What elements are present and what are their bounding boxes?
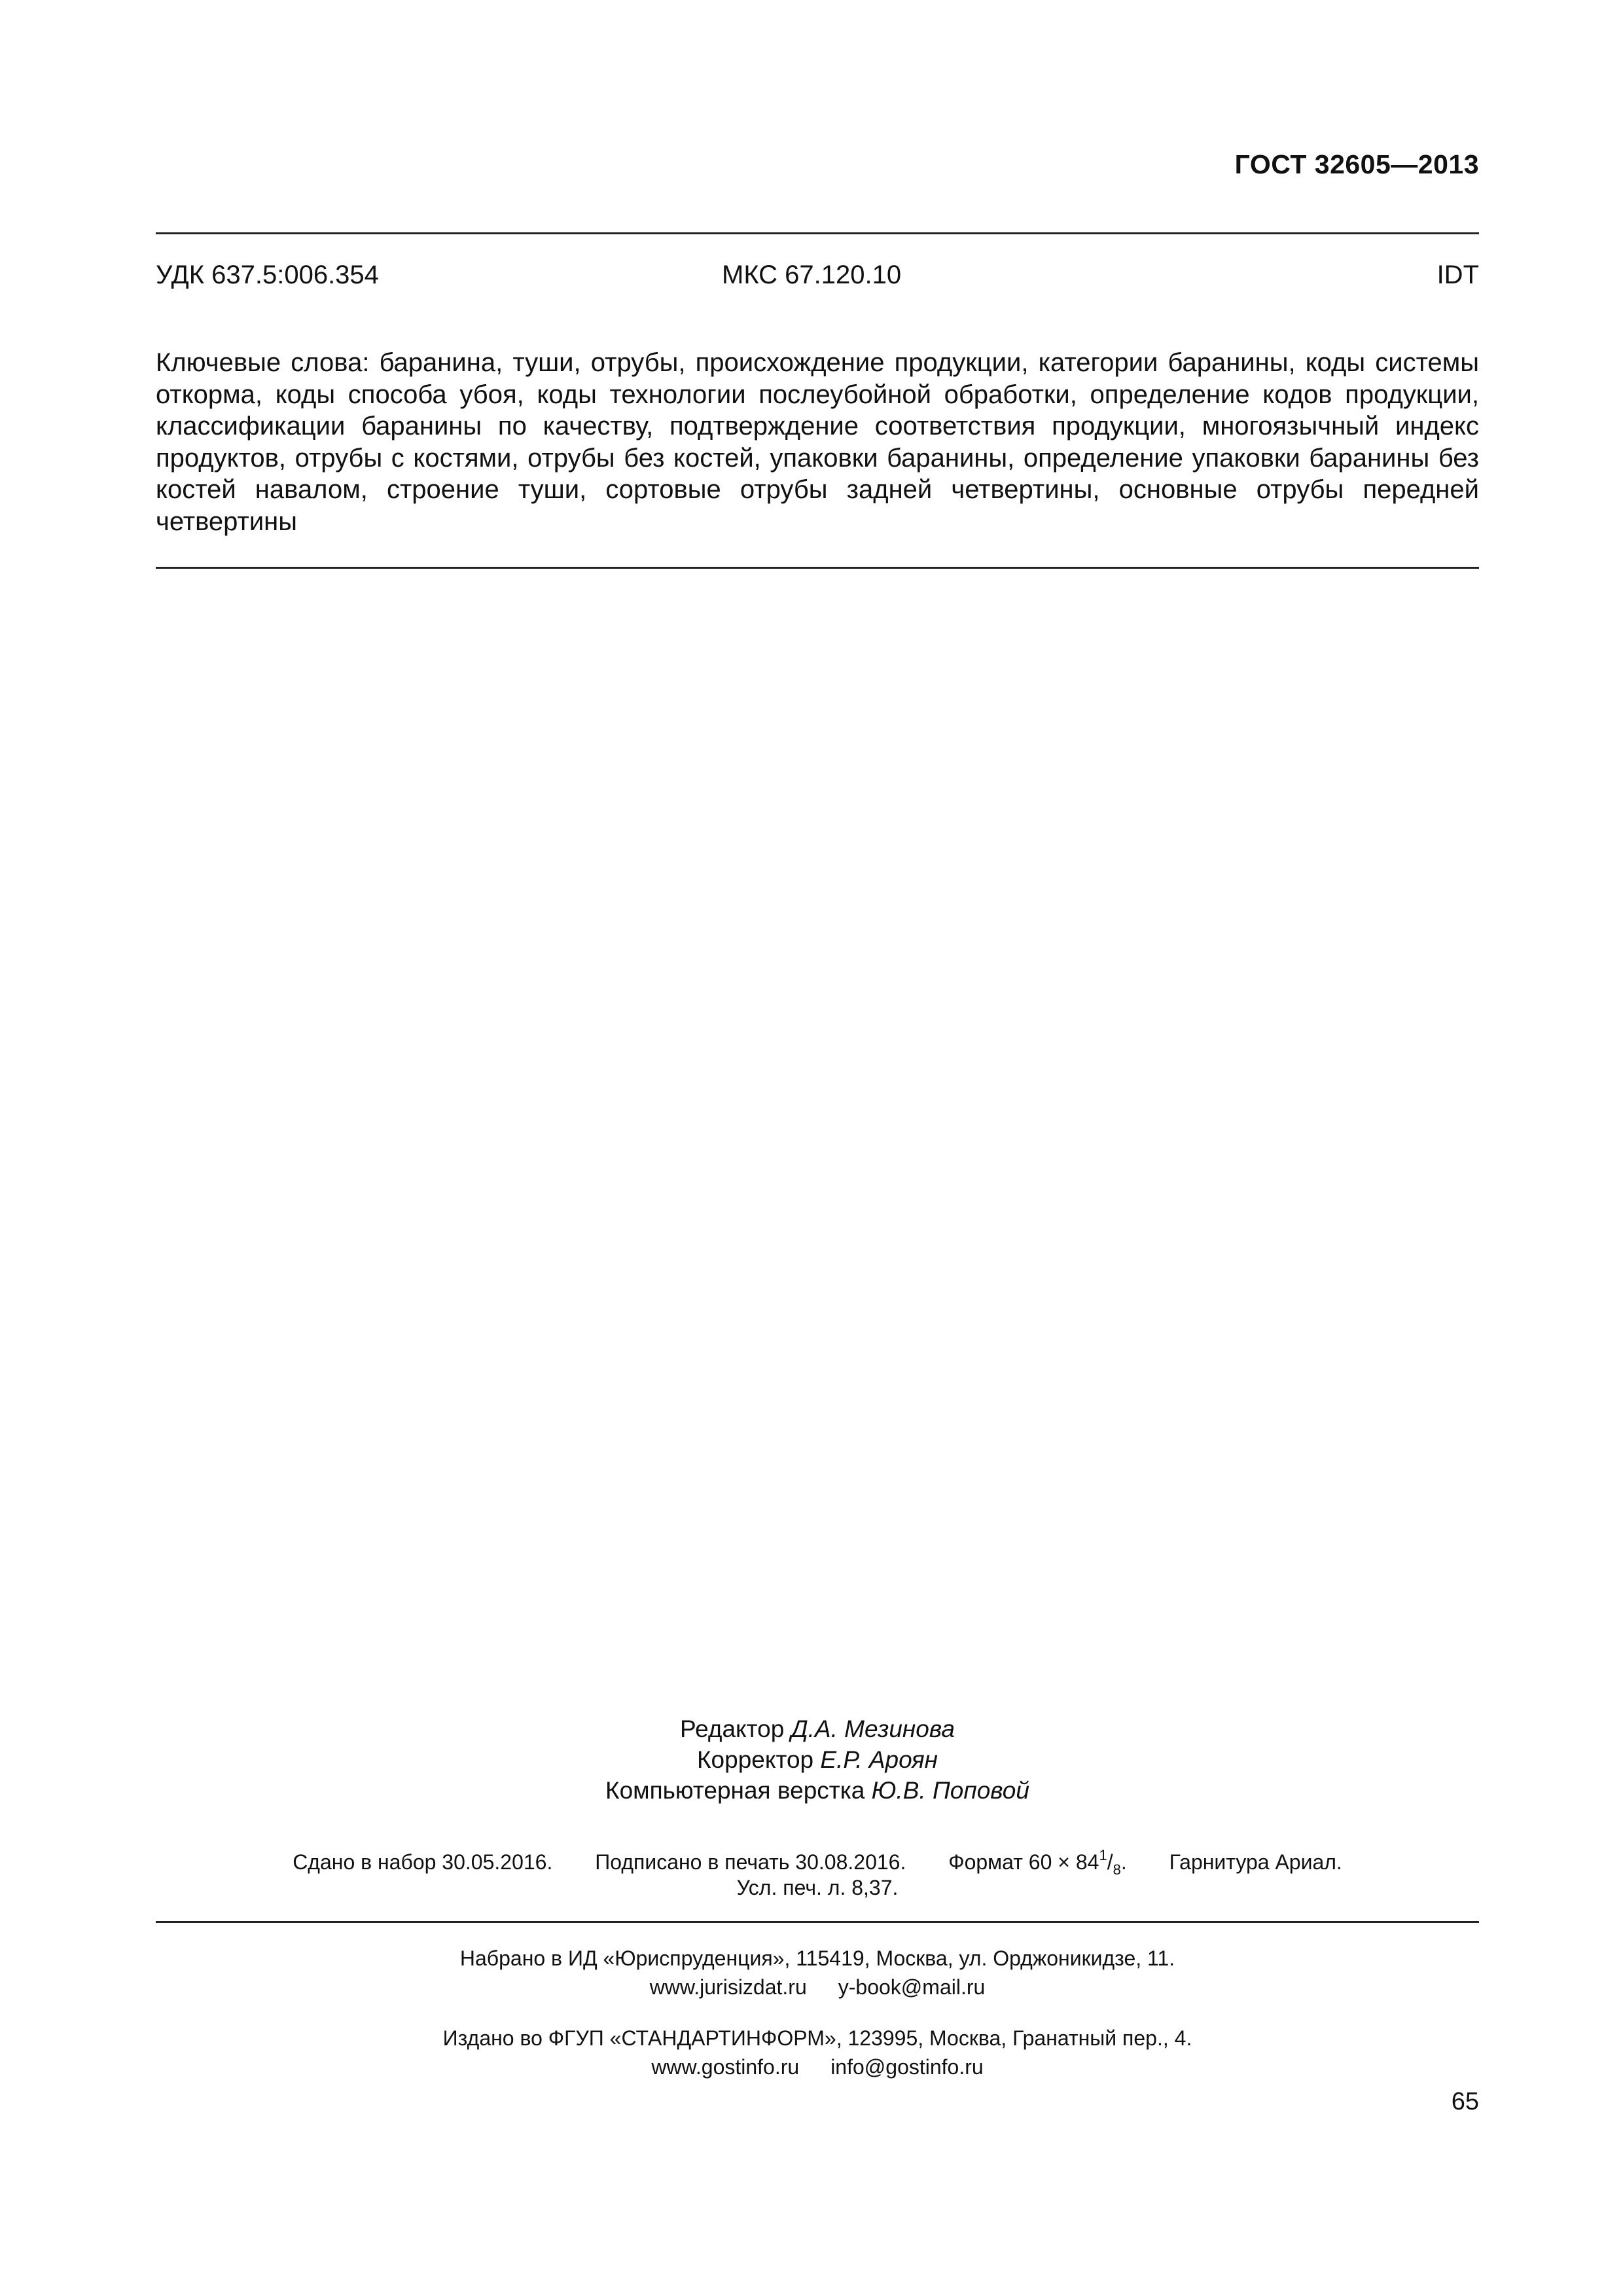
typeset-text: Набрано в ИД «Юриспруденция», 115419, Москва, ул. Орджоникидзе, 11. bbox=[459, 1946, 1175, 1970]
typeface: Гарнитура Ариал. bbox=[1169, 1850, 1342, 1874]
format-slash: / bbox=[1107, 1850, 1113, 1874]
print-sheets: Усл. печ. л. 8,37. bbox=[736, 1876, 899, 1899]
publisher-block bbox=[156, 2024, 1479, 2081]
publisher-email: info@gostinfo.ru bbox=[830, 2055, 984, 2079]
editor-label: Редактор bbox=[680, 1715, 785, 1742]
publisher-text: Издано во ФГУП «СТАНДАРТИНФОРМ», 123995, Москва, Гранатный пер., 4. bbox=[442, 2026, 1192, 2050]
typeset-email: y-book@mail.ru bbox=[838, 1975, 986, 1999]
publisher-website: www.gostinfo.ru bbox=[651, 2055, 800, 2079]
submitted-date: Сдано в набор 30.05.2016. bbox=[293, 1850, 553, 1874]
editor-name: Д.А. Мезинова bbox=[791, 1715, 955, 1742]
layout-label: Компьютерная верстка bbox=[605, 1777, 865, 1804]
corrector-name: Е.Р. Ароян bbox=[820, 1746, 938, 1773]
divider-top bbox=[156, 232, 1479, 234]
typeset-block bbox=[156, 1944, 1479, 2001]
layout-name: Ю.В. Поповой bbox=[871, 1777, 1029, 1804]
classification-row bbox=[156, 260, 1479, 293]
format-prefix: Формат 60 × 84 bbox=[948, 1850, 1099, 1874]
typeset-contacts bbox=[156, 1973, 1479, 2001]
correspondence-degree: IDT bbox=[1436, 260, 1479, 289]
publisher-contacts bbox=[156, 2053, 1479, 2081]
format-suffix: . bbox=[1120, 1850, 1127, 1874]
print-format bbox=[948, 1847, 1127, 1878]
format-numerator: 1 bbox=[1099, 1847, 1107, 1863]
page-number: 65 bbox=[1451, 2088, 1479, 2115]
corrector-label: Корректор bbox=[696, 1746, 814, 1773]
mks-code: МКС 67.120.10 bbox=[722, 260, 902, 289]
typeset-website: www.jurisizdat.ru bbox=[649, 1975, 807, 1999]
corrector-line bbox=[156, 1744, 1479, 1775]
credits-block bbox=[156, 1713, 1479, 1806]
signed-date: Подписано в печать 30.08.2016. bbox=[595, 1850, 906, 1874]
divider-bottom bbox=[156, 1921, 1479, 1923]
divider-middle bbox=[156, 567, 1479, 569]
layout-line bbox=[156, 1775, 1479, 1806]
format-denominator: 8 bbox=[1113, 1861, 1121, 1878]
keywords-paragraph: Ключевые слова: баранина, туши, отрубы, происхождение продукции, категории баранины, коды системы откорма, коды способа убоя, коды технологии послеубойной обработки, определение кодов продукции, классификации баранины по качеству, подтверждение соответствия продукции, многоязычный индекс продуктов, отрубы с костями, отрубы без костей, упаковки баранины, определение упаковки баранины без костей навалом, строение туши, сортовые отрубы задней четвертины, основные отрубы передней четвертины bbox=[156, 348, 1479, 536]
editor-line bbox=[156, 1713, 1479, 1744]
print-info-line bbox=[156, 1847, 1479, 1878]
udk-code: УДК 637.5:006.354 bbox=[156, 260, 379, 289]
standard-code: ГОСТ 32605—2013 bbox=[1234, 149, 1479, 179]
